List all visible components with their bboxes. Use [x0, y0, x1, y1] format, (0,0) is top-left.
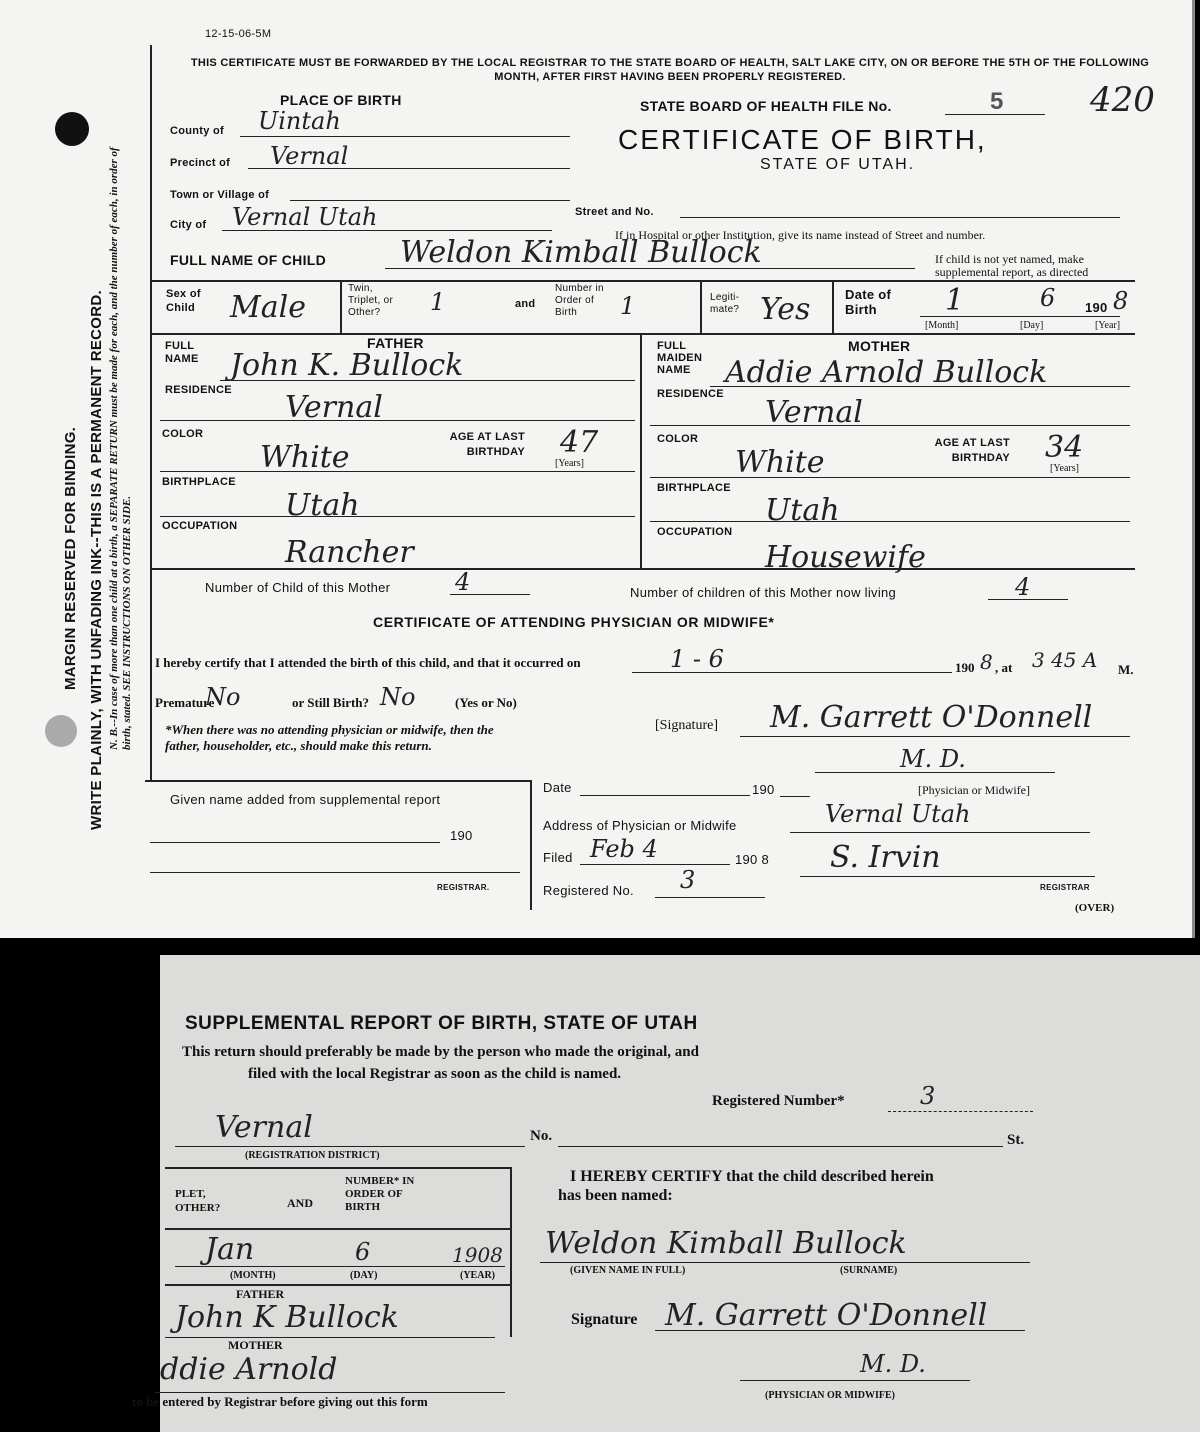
yes-no-label: (Yes or No): [455, 695, 517, 710]
father-name-label: FULL NAME: [165, 340, 199, 365]
children-living-label: Number of children of this Mother now living: [630, 585, 897, 600]
and-label-2: AND: [287, 1196, 313, 1210]
supp-day-caption: (DAY): [350, 1270, 378, 1281]
physician-md: M. D.: [900, 745, 966, 773]
father-name-value: John K. Bullock: [230, 348, 464, 383]
twin-value: 1: [430, 288, 446, 316]
district-caption: (REGISTRATION DISTRICT): [245, 1150, 380, 1161]
father-row-line: [160, 471, 635, 472]
given-name-line: [150, 842, 440, 843]
mother-residence-label: RESIDENCE: [657, 388, 724, 400]
certificate-title: CERTIFICATE OF BIRTH,: [618, 124, 987, 155]
father-residence-value: Vernal: [285, 390, 383, 425]
place-of-birth-heading: PLACE OF BIRTH: [280, 92, 402, 108]
attending-heading: CERTIFICATE OF ATTENDING PHYSICIAN OR MIDWIFE*: [373, 614, 775, 630]
registrar-note: to be entered by Registrar before giving out this form: [132, 1394, 428, 1409]
father-residence-line: [160, 420, 635, 421]
attending-time-value: 3 45 A: [1032, 648, 1098, 672]
father-occupation-label: OCCUPATION: [162, 520, 238, 532]
surname-caption: (SURNAME): [840, 1265, 898, 1276]
street-no-label: No.: [530, 1128, 553, 1144]
mother-line: [155, 1392, 505, 1393]
mother-row-line: [650, 521, 1130, 522]
county-label: County of: [170, 125, 225, 137]
signature-label: [Signature]: [655, 718, 718, 733]
mother-age-label: AGE AT LAST BIRTHDAY: [934, 437, 1010, 464]
col-border: [340, 280, 342, 333]
filing-date-year: 190: [752, 782, 775, 797]
sex-label: Sex of Child: [166, 288, 201, 314]
father-heading: FATHER: [367, 335, 424, 351]
handwritten-file-number: 420: [1090, 80, 1155, 120]
physician-signature: M. Garrett O'Donnell: [770, 700, 1093, 735]
father-occupation-value: Rancher: [285, 535, 414, 570]
year-caption: [Year]: [1095, 320, 1121, 331]
supp-month-caption: (MONTH): [230, 1270, 276, 1281]
form-border-left: [150, 45, 152, 780]
father-birthplace-value: Utah: [285, 488, 360, 523]
mother-color-label: COLOR: [657, 433, 699, 445]
row-border: [150, 333, 1135, 335]
father-birthplace-label: BIRTHPLACE: [162, 476, 236, 488]
supp-day-value: 6: [355, 1238, 371, 1266]
margin-binding-text: MARGIN RESERVED FOR BINDING.: [62, 426, 79, 690]
filed-year: 190 8: [735, 852, 770, 867]
mother-residence-line: [650, 425, 1130, 426]
sex-value: Male: [230, 290, 306, 325]
father-age-value: 47: [560, 425, 599, 460]
birth-date-label: Date of Birth: [845, 287, 892, 317]
children-living-value: 4: [1015, 573, 1031, 601]
month-caption: [Month]: [925, 320, 959, 331]
address-value: Vernal Utah: [825, 800, 971, 828]
md-line: [815, 772, 1055, 773]
filing-date-year-line: [780, 796, 810, 797]
supp-md-value: M. D.: [860, 1350, 926, 1378]
still-birth-label: or Still Birth?: [292, 695, 370, 710]
mother-color-value: White: [735, 445, 825, 480]
col-border: [700, 280, 702, 333]
mother-occupation-label: OCCUPATION: [657, 526, 733, 538]
mother-occupation-value: Housewife: [765, 540, 926, 575]
street-note: If in Hospital or other Institution, give its name instead of Street and number.: [615, 228, 986, 242]
supp-month-value: Jan: [205, 1232, 255, 1267]
registrar-line: [150, 872, 520, 873]
child-name-note: If child is not yet named, make supplemental report, as directed: [935, 252, 1089, 279]
father-age-label: AGE AT LAST BIRTHDAY: [449, 431, 525, 458]
registrar-sig-line: [800, 876, 1095, 877]
certificate-state: STATE OF UTAH.: [760, 156, 916, 173]
box-border: [165, 1228, 510, 1230]
given-name-year: 190: [450, 828, 473, 843]
registered-number-value-2: 3: [920, 1082, 936, 1110]
birth-order-value: 1: [620, 292, 636, 320]
county-line: [240, 136, 570, 137]
supp-year-value: 1908: [452, 1243, 503, 1267]
birth-order-label: Number in Order of Birth: [555, 283, 604, 318]
supp-father-value: John K Bullock: [175, 1300, 399, 1335]
file-number-value: 5: [990, 88, 1004, 115]
mother-birthplace-value: Utah: [765, 493, 840, 528]
mother-caption: MOTHER: [228, 1338, 283, 1352]
birth-year-digit: 8: [1113, 287, 1129, 315]
parents-divider: [640, 333, 642, 568]
filing-date-line: [580, 795, 750, 796]
legitimate-value: Yes: [760, 292, 811, 327]
mother-row-line: [650, 477, 1130, 478]
birth-month-value: 1: [945, 283, 965, 318]
certify-text: I HEREBY CERTIFY that the child described herein: [570, 1168, 934, 1185]
father-line: [165, 1337, 495, 1338]
supp-md-line: [740, 1380, 970, 1381]
registrar-signature: S. Irvin: [830, 840, 941, 875]
physician-caption: [Physician or Midwife]: [918, 783, 1030, 797]
supplemental-title: SUPPLEMENTAL REPORT OF BIRTH, STATE OF UTAH: [185, 1013, 698, 1034]
and-label: and: [515, 298, 536, 310]
supp-mother-value: ddie Arnold: [160, 1352, 338, 1387]
precinct-value: Vernal: [270, 142, 349, 170]
over-note: (OVER): [1075, 902, 1115, 914]
header-notice: THIS CERTIFICATE MUST BE FORWARDED BY THE LOCAL REGISTRAR TO THE STATE BOARD OF HEALTH, SALT LAKE CITY, ON OR BEFORE THE 5TH OF THE FOLLOWING MONTH, AFTER FIRST HAVING BEEN PROPERLY REGISTERED.: [190, 57, 1150, 83]
registered-number-label-2: Registered Number*: [712, 1093, 845, 1109]
town-line: [290, 200, 570, 201]
premature-label: Premature: [155, 695, 215, 710]
attending-m-label: M.: [1118, 662, 1134, 677]
certify-text-2: has been named:: [558, 1187, 673, 1204]
named-line: [540, 1262, 1030, 1263]
box-border: [510, 1167, 512, 1337]
box-border: [165, 1167, 510, 1169]
father-caption: FATHER: [236, 1287, 285, 1301]
street-no-line: [558, 1146, 1003, 1147]
supp-signature-value: M. Garrett O'Donnell: [665, 1298, 988, 1333]
attending-footnote: *When there was no attending physician or midwife, then the father, householder, etc., should make this return.: [165, 722, 494, 753]
child-name-value: Weldon Kimball Bullock: [400, 235, 762, 270]
district-line: [175, 1146, 525, 1147]
signature-line: [740, 736, 1130, 737]
supp-year-caption: (YEAR): [460, 1270, 495, 1281]
binding-hole: [55, 112, 89, 146]
filing-date-label: Date: [543, 780, 572, 795]
attending-year-digit: 8: [980, 650, 993, 674]
child-number-value: 4: [455, 568, 471, 596]
street-st-label: St.: [1007, 1132, 1025, 1148]
filed-label: Filed: [543, 850, 573, 865]
town-label: Town or Village of: [170, 189, 270, 201]
box-border: [145, 780, 530, 782]
twin-label: Twin, Triplet, or Other?: [348, 283, 394, 318]
child-name-label: FULL NAME OF CHILD: [170, 252, 327, 268]
given-name-caption: (GIVEN NAME IN FULL): [570, 1265, 686, 1276]
city-label: City of: [170, 219, 207, 231]
attending-at-label: , at: [995, 660, 1013, 675]
street-line: [680, 217, 1120, 218]
supp-physician-caption: (PHYSICIAN OR MIDWIFE): [765, 1390, 895, 1401]
col-border: [832, 280, 834, 333]
birth-year-prefix: 190: [1085, 300, 1108, 315]
registered-number-label: Registered No.: [543, 883, 634, 898]
child-number-label: Number of Child of this Mother: [205, 580, 391, 595]
supp-date-line: [175, 1266, 505, 1267]
day-caption: [Day]: [1020, 320, 1044, 331]
box-border: [165, 1284, 510, 1286]
registrar-sig-caption: REGISTRAR: [1040, 883, 1090, 892]
legitimate-label: Legiti-mate?: [710, 292, 740, 315]
birth-day-value: 6: [1040, 284, 1056, 312]
birth-order-caption: NUMBER* IN ORDER OF BIRTH: [345, 1175, 415, 1213]
address-label: Address of Physician or Midwife: [543, 818, 737, 833]
premature-value: No: [205, 683, 241, 711]
attending-certify: I hereby certify that I attended the birth of this child, and that it occurred on: [155, 655, 581, 670]
street-label: Street and No.: [575, 206, 654, 218]
box-border: [530, 780, 532, 910]
county-value: Uintah: [258, 107, 341, 135]
margin-note: N. B.--In case of more than one child at a birth, a SEPARATE RETURN must be made for each, and the number of each, in order of birth, stated. SEE INSTRUCTIONS ON OTHER SIDE.: [108, 147, 133, 750]
district-value: Vernal: [215, 1110, 313, 1145]
mother-name-value: Addie Arnold Bullock: [725, 355, 1048, 390]
still-birth-value: No: [380, 683, 416, 711]
form-code: 12-15-06-5M: [205, 28, 272, 40]
twin-fragment: PLET, OTHER?: [175, 1188, 221, 1214]
supp-signature-label: Signature: [571, 1311, 638, 1328]
city-value: Vernal Utah: [232, 203, 378, 231]
attending-year-prefix: 190: [955, 660, 975, 675]
address-line: [790, 832, 1090, 833]
registrar-caption: REGISTRAR.: [437, 883, 490, 892]
mother-years-caption: [Years]: [1050, 463, 1079, 474]
registered-number-value: 3: [680, 866, 696, 894]
given-name-added-text: Given name added from supplemental report: [170, 792, 441, 807]
father-color-label: COLOR: [162, 428, 204, 440]
filed-value: Feb 4: [590, 835, 658, 863]
mother-age-value: 34: [1045, 430, 1084, 465]
binding-hole: [45, 715, 77, 747]
named-value: Weldon Kimball Bullock: [545, 1226, 907, 1261]
file-number-label: STATE BOARD OF HEALTH FILE No.: [640, 98, 892, 114]
supplemental-intro-1: This return should preferably be made by the person who made the original, and: [182, 1044, 699, 1060]
attending-date-value: 1 - 6: [670, 645, 724, 673]
margin-permanent-text: WRITE PLAINLY, WITH UNFADING INK--THIS IS A PERMANENT RECORD.: [88, 290, 105, 830]
mother-residence-value: Vernal: [765, 395, 863, 430]
registered-number-line: [655, 897, 765, 898]
mother-name-label: FULL MAIDEN NAME: [657, 340, 703, 376]
father-residence-label: RESIDENCE: [165, 384, 232, 396]
father-years-caption: [Years]: [555, 458, 584, 469]
mother-birthplace-label: BIRTHPLACE: [657, 482, 731, 494]
filed-line: [580, 864, 730, 865]
precinct-label: Precinct of: [170, 157, 231, 169]
row-border: [150, 280, 1135, 282]
supplemental-intro-2: filed with the local Registrar as soon as the child is named.: [248, 1066, 622, 1082]
mother-heading: MOTHER: [848, 338, 911, 354]
registered-number-line-2: [888, 1111, 1033, 1112]
father-color-value: White: [260, 440, 350, 475]
father-row-line: [160, 516, 635, 517]
